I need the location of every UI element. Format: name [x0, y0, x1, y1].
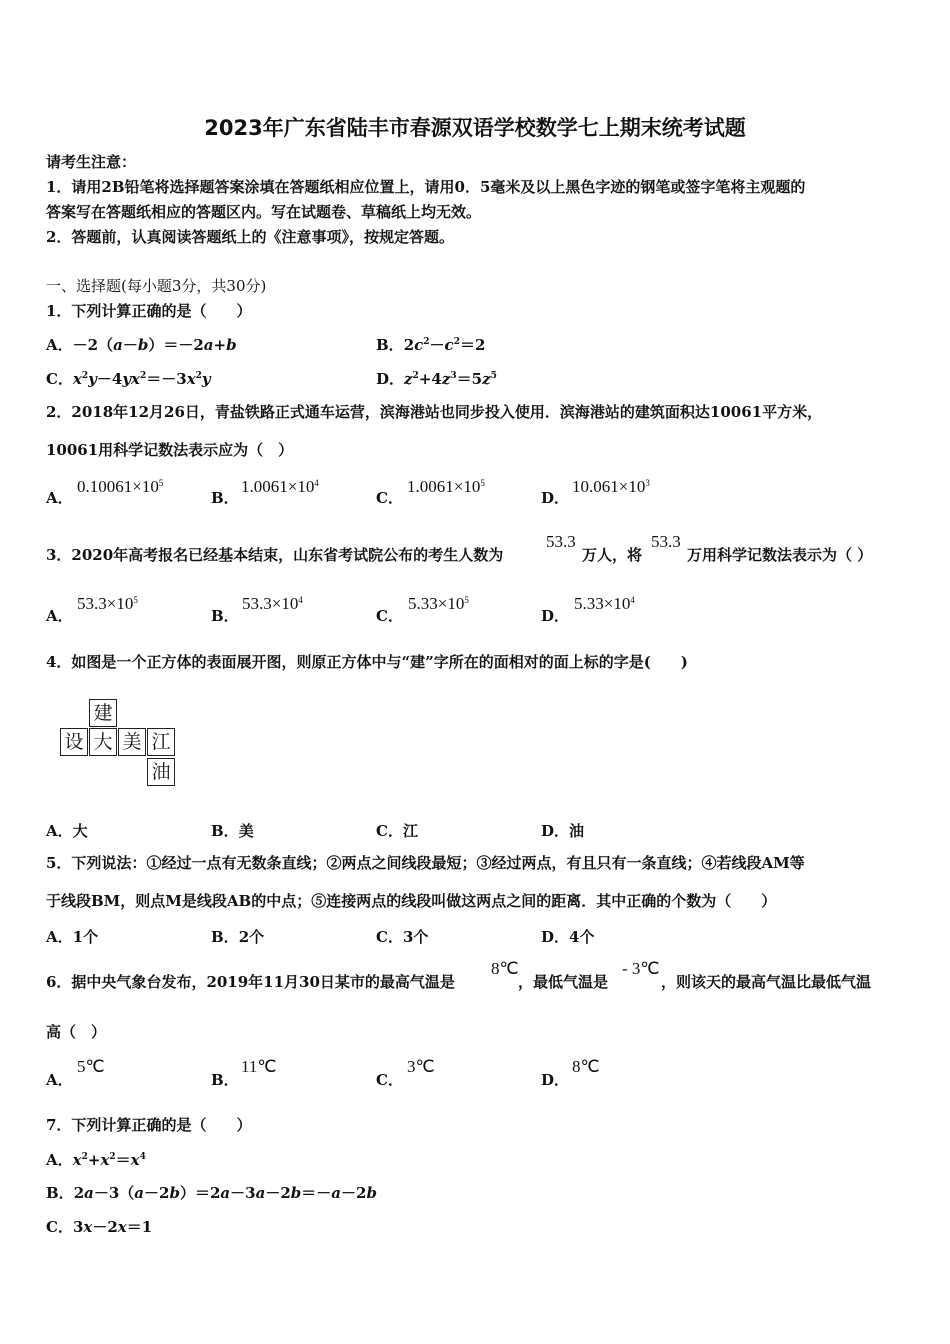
q3-stem-part-1: 3．2020年高考报名已经基本结束，山东省考试院公布的考生人数为 — [46, 546, 504, 564]
q6-option-c — [376, 1069, 403, 1090]
q3-option-d-value — [574, 594, 635, 614]
net-cell-da: 大 — [89, 728, 117, 756]
option-text: 大 — [72, 822, 88, 840]
mantissa: 1.0061×10 — [241, 477, 315, 496]
exponent: 5 — [133, 595, 138, 605]
q6-stem-part-3: ，则该天的最高气温比最低气温 — [661, 973, 872, 991]
exponent: 4 — [314, 478, 319, 488]
q6-stem-part-1: 6．据中央气象台发布，2019年11月30日某市的最高气温是 — [46, 973, 455, 991]
option-text: 美 — [238, 822, 254, 840]
option-label: A． — [46, 607, 73, 625]
q4-option-a — [46, 820, 88, 841]
option-text: 3个 — [402, 928, 429, 946]
option-label: B． — [211, 822, 239, 840]
option-text: 油 — [569, 822, 585, 840]
q2-option-a — [46, 487, 73, 508]
option-label: B． — [46, 1184, 74, 1202]
net-cell-jiang: 江 — [147, 728, 175, 756]
q6-option-b — [211, 1069, 239, 1090]
notice-line-2: 答案写在答题纸相应的答题区内。写在试题卷、草稿纸上均无效。 — [46, 203, 482, 221]
exponent: 5 — [480, 478, 485, 488]
q2-option-c — [376, 487, 403, 508]
q2-option-d — [541, 487, 569, 508]
q3-stem-part-2: 万人，将 — [582, 546, 643, 564]
mantissa: 5.33×10 — [574, 594, 631, 613]
option-label: C． — [376, 489, 403, 507]
q6-option-d — [541, 1069, 569, 1090]
q4-option-c — [376, 820, 418, 841]
exponent: 5 — [158, 478, 164, 488]
option-label: B． — [211, 1071, 239, 1089]
q5-stem-line-1: 5．下列说法：①经过一点有无数条直线；②两点之间线段最短；③经过两点，有且只有一条直线；④若线段AM等 — [46, 854, 805, 872]
mantissa: 0.10061×10 — [77, 477, 159, 496]
q3-option-a-value — [77, 594, 138, 614]
q6-option-a-value: 5℃ — [77, 1057, 105, 1076]
q6-option-d-value: 8℃ — [572, 1057, 600, 1076]
option-label: D． — [541, 607, 570, 625]
q4-stem: 4．如图是一个正方体的表面展开图，则原正方体中与“建”字所在的面相对的面上标的字是( ) — [46, 653, 688, 671]
q3-option-c — [376, 605, 403, 626]
q6-low-temp: - 3℃ — [622, 959, 660, 978]
option-label: B． — [211, 607, 239, 625]
q7-option-c: C．3x－2x＝1 — [46, 1218, 153, 1236]
q2-option-a-value — [77, 477, 163, 497]
option-label: D． — [541, 489, 570, 507]
exponent: 5 — [464, 595, 469, 605]
option-label: B． — [211, 489, 239, 507]
q3-number-2: 53.3 — [651, 532, 681, 551]
q3-stem-part-3: 万用科学记数法表示为（ ） — [687, 546, 873, 564]
q7-option-a: A．$x^2+x^2=x^4$ — [46, 1151, 146, 1169]
option-label: D． — [541, 1071, 570, 1089]
option-label: C． — [376, 607, 403, 625]
mantissa: 10.061×10 — [572, 477, 646, 496]
page-title: 2023年广东省陆丰市春源双语学校数学七上期末统考试题 — [204, 116, 746, 140]
q4-option-b — [211, 820, 254, 841]
q3-option-b — [211, 605, 239, 626]
option-label: C． — [376, 1071, 403, 1089]
q2-option-c-value — [407, 477, 485, 497]
q5-stem-line-2: 于线段BM，则点M是线段AB的中点；⑤连接两点的线段叫做这两点之间的距离．其中正确的个数为（ ） — [46, 892, 777, 910]
option-label: A． — [46, 928, 73, 946]
option-label: C． — [46, 370, 73, 388]
exponent: 4 — [298, 595, 303, 605]
option-label: A． — [46, 822, 73, 840]
option-label: D． — [541, 928, 570, 946]
notice-line-3: 2．答题前，认真阅读答题纸上的《注意事项》，按规定答题。 — [46, 228, 454, 246]
q2-stem-line-2: 10061用科学记数法表示应为（ ） — [46, 441, 294, 459]
option-label: A． — [46, 336, 73, 354]
option-label: C． — [376, 928, 403, 946]
q6-high-temp: 8℃ — [491, 959, 519, 978]
q3-option-c-value — [408, 594, 469, 614]
q1-option-c: C．$x^2y-4yx^2=-3x^2y$ — [46, 370, 211, 388]
q1-option-b: B．$2c^2-c^2=2$ — [376, 336, 486, 354]
net-cell-she: 设 — [60, 728, 88, 756]
net-cell-jian: 建 — [89, 699, 117, 727]
option-label: C． — [376, 822, 403, 840]
option-text: 2个 — [238, 928, 265, 946]
option-text: 4个 — [569, 928, 595, 946]
option-text: 1个 — [72, 928, 99, 946]
q2-option-b — [211, 487, 239, 508]
q5-option-b — [211, 926, 264, 947]
q6-stem-part-2: ，最低气温是 — [518, 973, 609, 991]
q4-option-d — [541, 820, 584, 841]
q6-option-b-value: 11℃ — [241, 1057, 277, 1076]
q7-option-b: B．2a－3（a－2b）＝2a－3a－2b＝－a－2b — [46, 1184, 377, 1202]
option-label: A． — [46, 1151, 73, 1169]
option-label: D． — [541, 822, 570, 840]
q6-option-a — [46, 1069, 73, 1090]
exponent: 3 — [645, 478, 650, 488]
exponent: 4 — [630, 595, 635, 605]
mantissa: 53.3×10 — [242, 594, 299, 613]
q1-stem: 1．下列计算正确的是（ ） — [46, 302, 252, 320]
option-text: 江 — [402, 822, 418, 840]
q1-option-d: D．$z^2+4z^3=5z^5$ — [376, 370, 497, 388]
q2-option-b-value — [241, 477, 319, 497]
option-label: C． — [46, 1218, 73, 1236]
mantissa: 1.0061×10 — [407, 477, 481, 496]
q3-option-b-value — [242, 594, 303, 614]
q3-option-a — [46, 605, 73, 626]
q2-stem-line-1: 2．2018年12月26日，青盐铁路正式通车运营，滨海港站也同步投入使用．滨海港站的建筑面积达10061平方米， — [46, 403, 823, 421]
section-heading: 一、选择题(每小题3分，共30分) — [46, 277, 267, 295]
q1-option-a: A．－2（a－b）＝－2a+b — [46, 336, 237, 354]
q5-option-d — [541, 926, 594, 947]
q5-option-c — [376, 926, 428, 947]
net-cell-you: 油 — [147, 758, 175, 786]
option-label: B． — [211, 928, 239, 946]
q2-option-d-value — [572, 477, 650, 497]
mantissa: 53.3×10 — [77, 594, 134, 613]
notice-heading: 请考生注意： — [46, 153, 137, 171]
q3-number-1: 53.3 — [546, 532, 576, 551]
option-label: A． — [46, 489, 73, 507]
q6-option-c-value: 3℃ — [407, 1057, 435, 1076]
q5-option-a — [46, 926, 98, 947]
cube-net-figure — [60, 699, 180, 789]
q6-stem-line-2: 高（ ） — [46, 1023, 107, 1041]
net-cell-mei: 美 — [118, 728, 146, 756]
option-label: B． — [376, 336, 404, 354]
q7-stem: 7．下列计算正确的是（ ） — [46, 1116, 252, 1134]
notice-line-1: 1．请用2B铅笔将选择题答案涂填在答题纸相应位置上，请用0．5毫米及以上黑色字迹的钢笔或签字笔将主观题的 — [46, 178, 806, 196]
option-label: A． — [46, 1071, 73, 1089]
mantissa: 5.33×10 — [408, 594, 465, 613]
q3-option-d — [541, 605, 569, 626]
option-label: D． — [376, 370, 405, 388]
